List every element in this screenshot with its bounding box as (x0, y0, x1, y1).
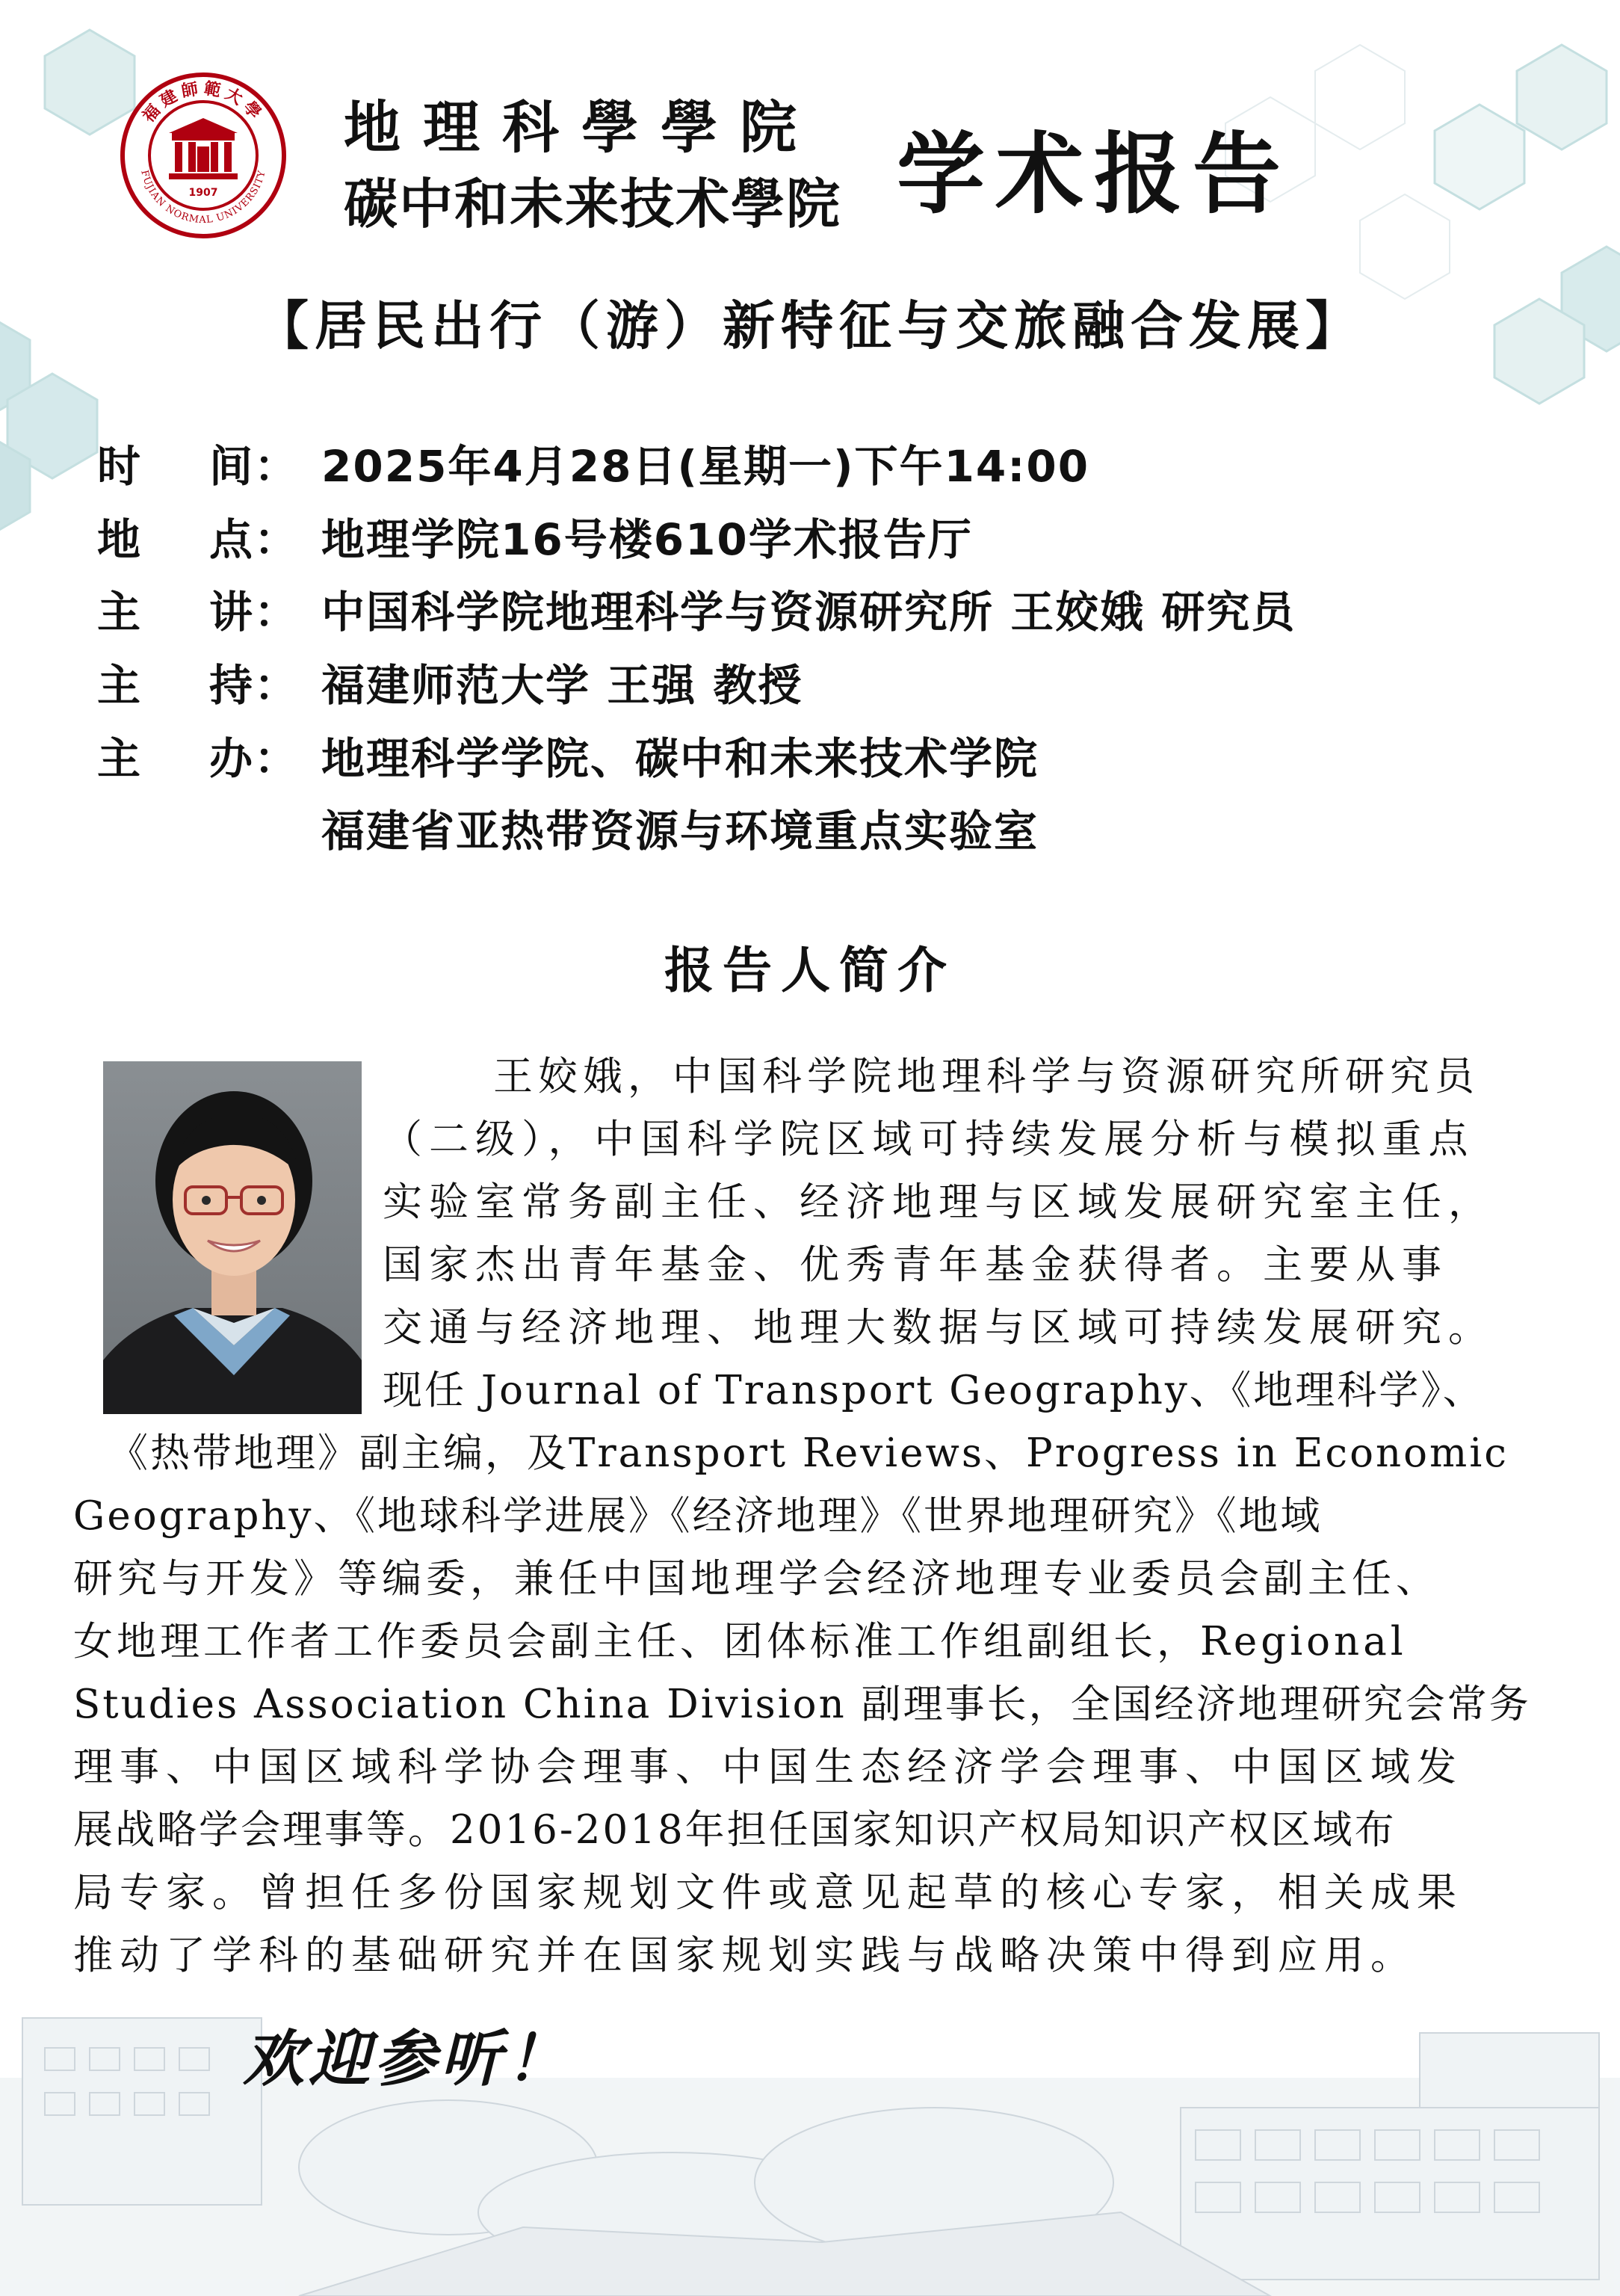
bio-line: 局专家。曾担任多份国家规划文件或意见起草的核心专家，相关成果 (73, 1870, 1463, 1916)
info-label: 持 (209, 660, 253, 711)
bio-line: 推动了学科的基础研究并在国家规划实践与战略决策中得到应用。 (73, 1933, 1417, 1978)
bio-line: 国家杰出青年基金、优秀青年基金获得者。主要从事 (383, 1242, 1448, 1288)
logo-top-text: 福建師範大學 (139, 79, 268, 126)
university-logo (120, 72, 287, 239)
bio-line: 现任 Journal of Transport Geography、《地理科学》、 (383, 1368, 1485, 1413)
bio-line: 理事、中国区域科学协会理事、中国生态经济学会理事、中国区域发 (73, 1744, 1463, 1790)
welcome-message: 欢迎参听！ (243, 2024, 572, 2095)
bio-line: Geography、《地球科学进展》《经济地理》《世界地理研究》《地域 (73, 1493, 1323, 1539)
info-label: 讲 (209, 587, 253, 638)
info-value-organizer-2: 福建省亚热带资源与环境重点实验室 (321, 806, 1039, 857)
bio-line: 研究与开发》等编委，兼任中国地理学会经济地理专业委员会副主任、 (73, 1556, 1440, 1602)
report-topic: 【居民出行（游）新特征与交旅融合发展】 (256, 295, 1364, 357)
logo-year: 1907 (188, 187, 218, 199)
bio-line: 展战略学会理事等。2016-2018年担任国家知识产权局知识产权区域布 (73, 1807, 1397, 1853)
info-value-location: 地理学院16号楼610学术报告厅 (321, 514, 973, 565)
bio-line: 《热带地理》副主编，及Transport Reviews、Progress in Economic (108, 1431, 1509, 1476)
logo-bottom-text: FUJIAN NORMAL UNIVERSITY (138, 169, 268, 226)
info-colon: ： (254, 733, 298, 784)
school-name-2: 碳中和未来技术學院 (344, 173, 842, 235)
info-value-host: 福建师范大学 王强 教授 (321, 660, 803, 711)
info-value-organizer: 地理科学学院、碳中和未来技术学院 (321, 733, 1039, 784)
page-title: 学术报告 (897, 123, 1292, 226)
info-colon: ： (254, 587, 298, 638)
bio-line: 王姣娥，中国科学院地理科学与资源研究所研究员 (493, 1054, 1480, 1099)
bio-line: 女地理工作者工作委员会副主任、团体标准工作组副组长，Regional (73, 1619, 1407, 1664)
info-value-speaker: 中国科学院地理科学与资源研究所 王姣娥 研究员 (321, 587, 1296, 638)
school-name-1: 地理科學學院 (344, 94, 819, 161)
info-colon: ： (254, 660, 298, 711)
info-label: 主 (97, 733, 141, 784)
info-label: 办 (209, 733, 253, 784)
bio-line: 实验室常务副主任、经济地理与区域发展研究室主任， (383, 1179, 1494, 1225)
info-label: 地 (97, 514, 141, 565)
info-label: 点 (209, 514, 253, 565)
speaker-photo (103, 1061, 362, 1414)
info-label: 主 (97, 660, 141, 711)
info-label: 时 (97, 441, 141, 492)
info-colon: ： (254, 514, 298, 565)
bio-line: Studies Association China Division 副理事长，全国经济地理研究会常务 (73, 1682, 1531, 1727)
info-colon: ： (254, 441, 298, 492)
info-label: 主 (97, 587, 141, 638)
bio-title: 报告人简介 (664, 942, 956, 999)
bio-line: 交通与经济地理、地理大数据与区域可持续发展研究。 (383, 1305, 1494, 1351)
info-value-time: 2025年4月28日(星期一)下午14:00 (321, 441, 1090, 492)
bio-line: （二级），中国科学院区域可持续发展分析与模拟重点 (383, 1117, 1475, 1162)
info-label: 间 (209, 441, 253, 492)
